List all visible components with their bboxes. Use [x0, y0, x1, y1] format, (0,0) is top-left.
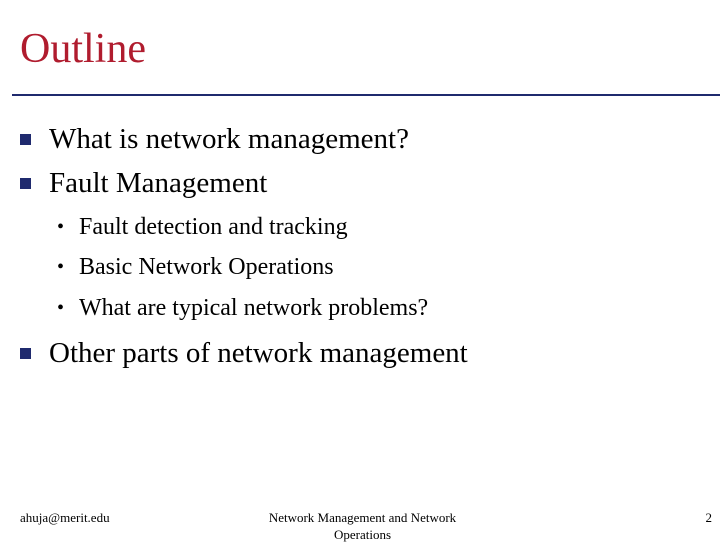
sub-bullet-text: What are typical network problems?	[79, 295, 429, 321]
page-number: 2	[705, 510, 712, 525]
square-bullet-icon	[20, 348, 31, 359]
title-divider	[12, 94, 720, 96]
footer-email: ahuja@merit.edu	[20, 510, 110, 525]
sub-bullet-item	[57, 294, 428, 322]
square-bullet-icon	[20, 178, 31, 189]
bullet-text: What is network management?	[49, 122, 409, 155]
square-bullet-icon	[20, 134, 31, 145]
dot-bullet-icon: •	[57, 216, 65, 238]
bullet-item	[20, 166, 267, 200]
sub-bullet-item	[57, 213, 348, 241]
bullet-text: Fault Management	[49, 166, 268, 199]
dot-bullet-icon: •	[57, 256, 65, 278]
sub-bullet-text: Basic Network Operations	[79, 254, 334, 280]
footer-course-title: Network Management and Network Operations	[268, 510, 457, 542]
bullet-text: Other parts of network management	[49, 336, 468, 369]
sub-bullet-text: Fault detection and tracking	[79, 214, 348, 240]
sub-bullet-item	[57, 253, 334, 281]
bullet-item	[20, 336, 468, 370]
slide-title: Outline	[20, 26, 146, 72]
bullet-item	[20, 122, 409, 156]
dot-bullet-icon: •	[57, 297, 65, 319]
